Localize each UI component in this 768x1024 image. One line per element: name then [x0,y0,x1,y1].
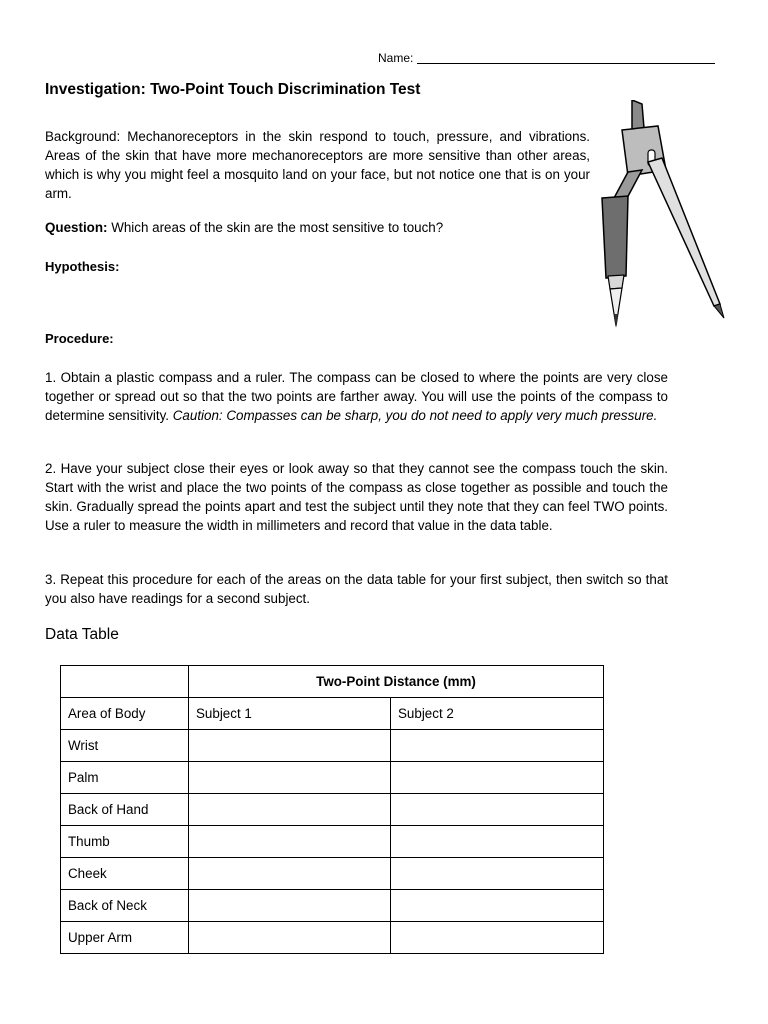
procedure-step-3: 3. Repeat this procedure for each of the areas on the data table for your first subject, then switch so that you also have readings for a second subject. [45,572,668,606]
cell-subject-2[interactable] [391,762,604,794]
procedure-label: Procedure: [45,331,114,346]
table-row [61,826,604,858]
cell-subject-2[interactable] [391,826,604,858]
cell-subject-1[interactable] [189,762,391,794]
cell-subject-2[interactable] [391,890,604,922]
procedure-step-2: 2. Have your subject close their eyes or look away so that they cannot see the compass touch the skin. Start with the wrist and place the two points of the compass as close together as possible and touch the skin. Gradually spread the points apart and test the subject until they note that they can feel TWO points. Use a ruler to measure the width in millimeters and record that value in the data table. [45,461,668,533]
cell-subject-1[interactable] [189,730,391,762]
question-paragraph [45,218,590,237]
hypothesis-label: Hypothesis: [45,259,120,274]
cell-subject-1[interactable] [189,922,391,954]
cell-subject-2[interactable] [391,730,604,762]
background-paragraph: Background: Mechanoreceptors in the skin respond to touch, pressure, and vibrations. Areas of the skin that have more mechanoreceptors are more sensitive than other areas, which is why you might feel a mosquito land on your face, but not notice one that is on your arm. [45,129,590,201]
row-label-upper-arm: Upper Arm [61,922,189,954]
row-label-back-of-hand: Back of Hand [61,794,189,826]
question-label: Question: [45,220,108,235]
name-label: Name: [378,51,414,65]
table-row [61,890,604,922]
table-column-header-row [61,698,604,730]
row-label-cheek: Cheek [61,858,189,890]
row-label-wrist: Wrist [61,730,189,762]
data-table [60,665,604,954]
name-blank-line[interactable] [417,51,715,64]
column-header-area: Area of Body [61,698,189,730]
table-group-header-row [61,666,604,698]
table-row [61,762,604,794]
worksheet-title: Investigation: Two-Point Touch Discrimination Test [45,81,421,98]
table-row [61,730,604,762]
cell-subject-2[interactable] [391,922,604,954]
cell-subject-2[interactable] [391,858,604,890]
procedure-step-1 [45,368,668,425]
row-label-back-of-neck: Back of Neck [61,890,189,922]
row-label-thumb: Thumb [61,826,189,858]
data-table-title: Data Table [45,626,119,643]
table-row [61,922,604,954]
compass-illustration [596,100,726,332]
cell-subject-1[interactable] [189,794,391,826]
step-1-text: 1. Obtain a plastic compass and a ruler. The compass can be closed to where the points are very close together or spread out so that the two points are farther away. You will use the points of the compass to determine sensitivity. [45,370,668,423]
row-label-palm: Palm [61,762,189,794]
cell-subject-1[interactable] [189,858,391,890]
cell-subject-1[interactable] [189,890,391,922]
table-row [61,858,604,890]
column-header-subject-2: Subject 2 [391,698,604,730]
cell-subject-1[interactable] [189,826,391,858]
cell-subject-2[interactable] [391,794,604,826]
name-field[interactable] [378,51,715,65]
group-header-two-point-distance: Two-Point Distance (mm) [189,666,604,698]
table-row [61,794,604,826]
table-corner-cell [61,666,189,698]
step-1-caution: Caution: Compasses can be sharp, you do not need to apply very much pressure. [172,408,658,423]
question-text: Which areas of the skin are the most sensitive to touch? [107,220,444,235]
column-header-subject-1: Subject 1 [189,698,391,730]
